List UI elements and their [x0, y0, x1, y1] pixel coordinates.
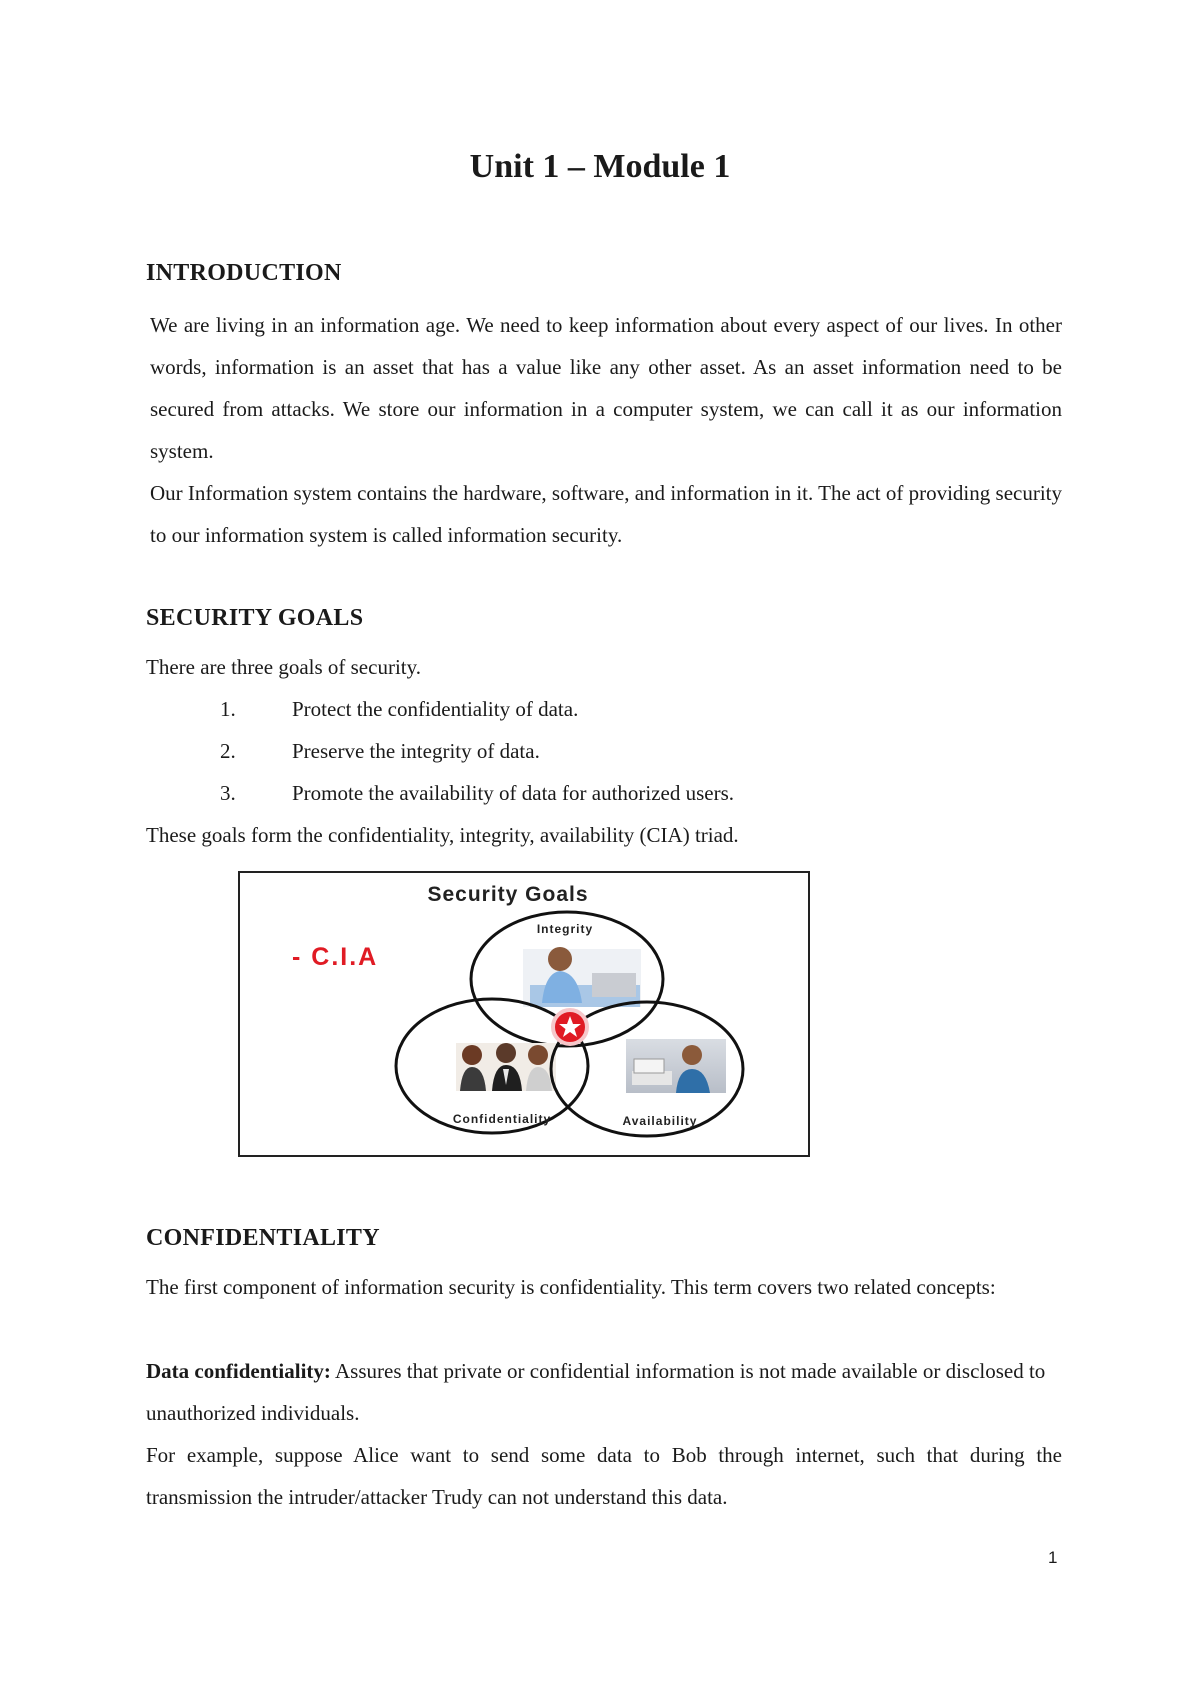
security-goals-outro: These goals form the confidentiality, integrity, availability (CIA) triad.: [146, 823, 739, 847]
availability-label: Availability: [622, 1114, 698, 1128]
availability-photo: [626, 1039, 726, 1093]
cia-venn-diagram: [240, 873, 808, 1155]
confidentiality-intro: The first component of information security is confidentiality. This term covers two related concepts:: [146, 1275, 996, 1299]
cia-label: - C.I.A: [292, 943, 379, 971]
integrity-label: Integrity: [536, 922, 594, 936]
integrity-photo: [523, 947, 641, 1007]
list-item-text: Promote the availability of data for authorized users.: [292, 781, 735, 805]
data-confidentiality-paragraph: [146, 1350, 1062, 1434]
introduction-paragraph-2: Our Information system contains the hardware, software, and information in it. The act of providing security to our information system is called information security.: [150, 481, 1062, 547]
page-number: 1: [1048, 1548, 1058, 1567]
figure-title: Security Goals: [427, 883, 589, 906]
confidentiality-example: For example, suppose Alice want to send some data to Bob through internet, such that during the transmission the intruder/attacker Trudy can not understand this data.: [146, 1443, 1062, 1509]
introduction-heading: INTRODUCTION: [146, 260, 342, 286]
introduction-paragraph-1: We are living in an information age. We need to keep information about every aspect of our lives. In other words, information is an asset that has a value like any other asset. As an asset information need to be secured from attacks. We store our information in a computer system, we can call it as our information system.: [150, 313, 1062, 463]
data-confidentiality-definition: Assures that private or confidential information is not made available or disclosed to unauthorized individuals.: [146, 1359, 1046, 1425]
list-item-text: Protect the confidentiality of data.: [292, 697, 579, 721]
center-emblem-icon: [553, 1010, 587, 1044]
confidentiality-heading: CONFIDENTIALITY: [146, 1225, 380, 1251]
list-item-number: 2.: [220, 739, 236, 763]
confidentiality-label: Confidentiality: [452, 1112, 552, 1126]
confidentiality-photo: [456, 1043, 556, 1091]
page-title: Unit 1 – Module 1: [469, 148, 731, 185]
list-item-text: Preserve the integrity of data.: [292, 739, 540, 763]
list-item-number: 3.: [220, 781, 236, 805]
security-goals-intro: There are three goals of security.: [146, 655, 421, 679]
data-confidentiality-term: Data confidentiality:: [146, 1359, 331, 1383]
security-goals-figure: [238, 871, 810, 1157]
security-goals-heading: SECURITY GOALS: [146, 605, 364, 631]
list-item-number: 1.: [220, 697, 236, 721]
